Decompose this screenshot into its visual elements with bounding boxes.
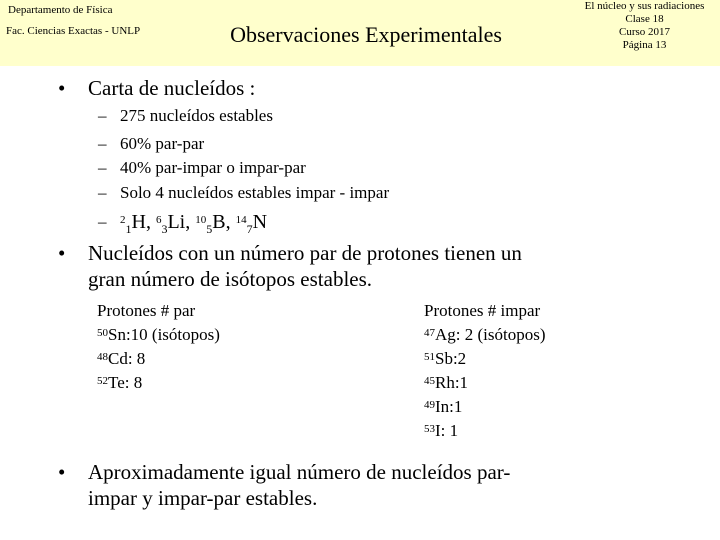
isotope-row: $^{49}$In:1: [424, 397, 463, 416]
course-topic: El núcleo y sus radiaciones: [584, 0, 705, 12]
bullet-text: Carta de nucleídos :: [88, 76, 256, 100]
bullet-text-line1: Aproximadamente igual número de nucleídos par-: [88, 460, 511, 484]
isotope: $^6_3$Li,: [155, 211, 196, 236]
department-label: Departamento de Física: [8, 4, 113, 16]
header-left-box: [0, 0, 163, 66]
course-year: Curso 2017: [618, 26, 671, 38]
even-protons-column: [97, 301, 220, 393]
isotope-row: $^{52}$Te: 8: [97, 373, 143, 392]
class-number: Clase 18: [625, 13, 664, 25]
header-title-box: [163, 0, 569, 66]
dash: –: [98, 134, 107, 153]
bullet-text-line2: gran número de isótopos estables.: [88, 267, 373, 291]
column-header: Protones # par: [97, 301, 196, 320]
bullet-dot: •: [58, 241, 66, 265]
dash: –: [98, 106, 107, 125]
isotope-row: $^{47}$Ag: 2 (isótopos): [424, 325, 546, 344]
header-right-box: [569, 0, 720, 66]
isotope-row: $^{45}$Rh:1: [424, 373, 469, 392]
bullet-text-line2: impar y impar-par estables.: [88, 486, 318, 510]
list-item-text: 40% par-impar o impar-par: [120, 158, 306, 177]
isotope-row: $^{50}$Sn:10 (isótopos): [97, 325, 220, 344]
page-title: Observaciones Experimentales: [230, 22, 502, 47]
list-item-text: 275 nucleídos estables: [120, 106, 273, 125]
dash: –: [98, 212, 107, 231]
page-number: Página 13: [622, 39, 667, 51]
bullet-dot: •: [58, 460, 66, 484]
dash: –: [98, 183, 107, 202]
odd-protons-column: [424, 301, 546, 441]
isotope-row: $^{48}$Cd: 8: [97, 349, 146, 368]
isotope-row: $^{53}$I: 1: [424, 421, 459, 440]
dash: –: [98, 158, 107, 177]
bullet-text-line1: Nucleídos con un número par de protones tienen un: [88, 241, 522, 265]
course-info: [569, 0, 720, 52]
faculty-label: Fac. Ciencias Exactas - UNLP: [6, 25, 141, 37]
isotope: $^{10}_5$B,: [195, 211, 236, 236]
list-item-text: 60% par-par: [120, 134, 205, 153]
isotope-list: [120, 210, 267, 236]
bullet-dot: •: [58, 76, 66, 100]
isotope-row: $^{51}$Sb:2: [424, 349, 467, 368]
isotope: $^2_1$H,: [120, 211, 156, 236]
column-header: Protones # impar: [424, 301, 541, 320]
isotope: $^{14}_7$N: [235, 211, 268, 236]
list-item-text: Solo 4 nucleídos estables impar - impar: [120, 183, 390, 202]
